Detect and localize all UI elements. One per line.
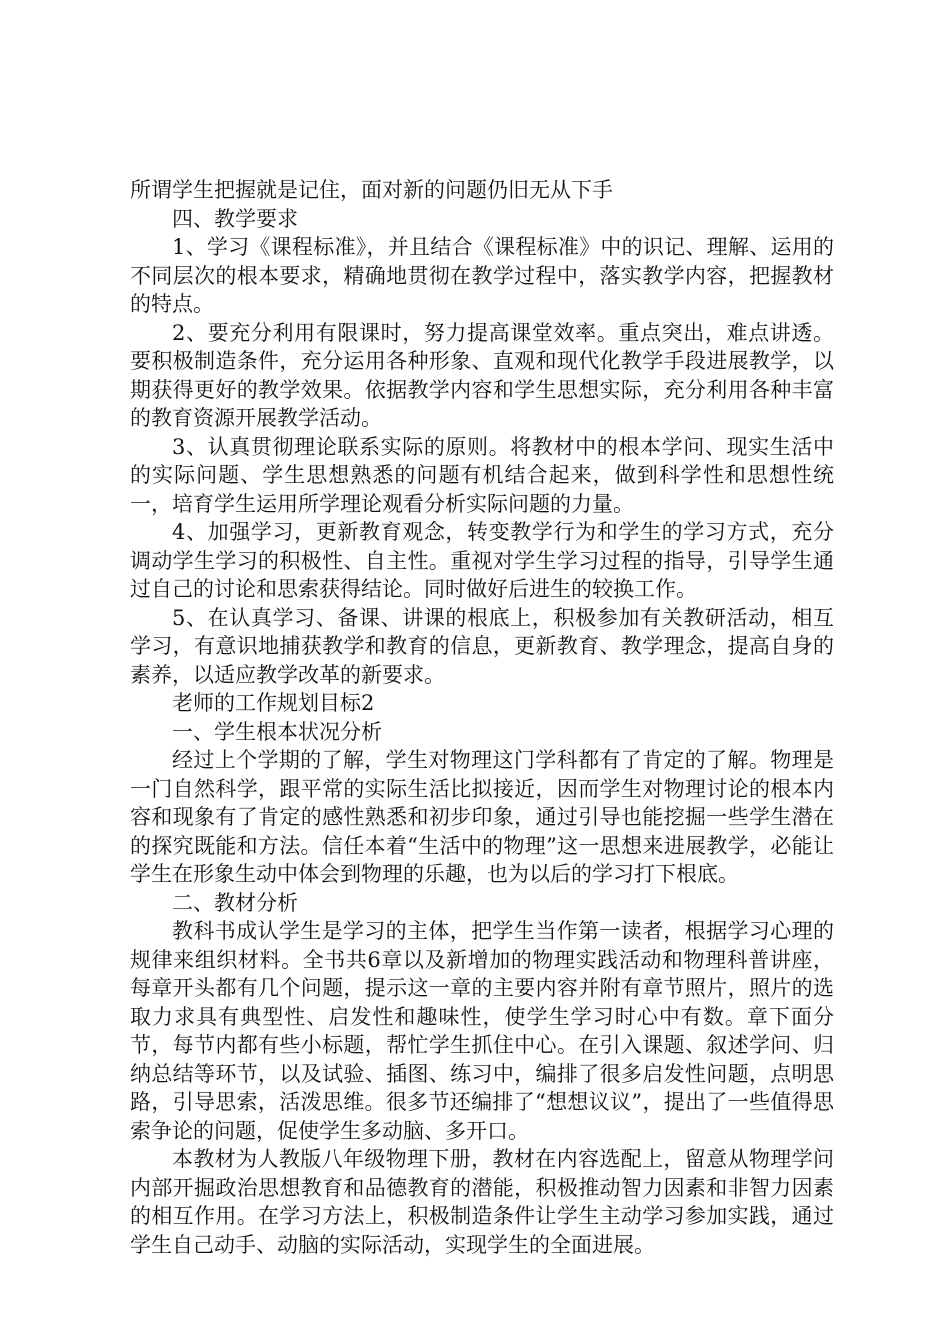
requirement-item-5: 5、在认真学习、备课、讲课的根底上，积极参加有关教研活动，相互学习，有意识地捕获教学和教育的信息，更新教育、教学理念，提高自身的素养，以适应教学改革的新要求。	[130, 605, 834, 687]
requirement-item-3: 3、认真贯彻理论联系实际的原则。将教材中的根本学问、现实生活中的实际问题、学生思想熟悉的问题有机结合起来，做到科学性和思想性统一，培育学生运用所学理论观看分析实际问题的力量。	[130, 434, 834, 516]
section-heading-student-analysis: 一、学生根本状况分析	[172, 719, 382, 744]
requirement-item-1: 1、学习《课程标准》，并且结合《课程标准》中的识记、理解、运用的不同层次的根本要求，精确地贯彻在教学过程中，落实教学内容，把握教材的特点。	[130, 235, 834, 316]
section-heading-teaching-requirements: 四、教学要求	[172, 206, 298, 231]
requirement-item-2: 2、要充分利用有限课时，努力提高课堂效率。重点突出，难点讲透。要积极制造条件，充分运用各种形象、直观和现代化教学手段进展教学，以期获得更好的教学效果。依据教学内容和学生思想实际，充分利用各种丰富的教育资源开展教学活动。	[130, 320, 834, 430]
requirement-item-4: 4、加强学习，更新教育观念，转变教学行为和学生的学习方式，充分调动学生学习的积极性、自主性。重视对学生学习过程的指导，引导学生通过自己的讨论和思索获得结论。同时做好后进生的较换工作。	[130, 520, 834, 601]
textbook-analysis-paragraph-1: 教科书成认学生是学习的主体，把学生当作第一读者，根据学习心理的规律来组织材料。全书共6章以及新增加的物理实践活动和物理科普讲座，每章开头都有几个问题，提示这一章的主要内容并附有章节照片，照片的选取力求具有典型性、启发性和趣味性，使学生学习时心中有数。章下面分节，每节内都有些小标题，帮忙学生抓住中心。在引入课题、叙述学问、归纳总结等环节，以及试验、插图、练习中，编排了很多启发性问题，点明思路，引导思索，活泼思维。很多节还编排了“想想议议”，提出了一些值得思索争论的问题，促使学生多动脑、多开口。	[130, 919, 834, 1143]
section-heading-textbook-analysis: 二、教材分析	[172, 890, 298, 915]
document-page	[130, 176, 834, 1259]
plan-title: 老师的工作规划目标2	[172, 691, 375, 715]
textbook-analysis-paragraph-2: 本教材为人教版八年级物理下册，教材在内容选配上，留意从物理学问内部开掘政治思想教育和品德教育的潜能，积极推动智力因素和非智力因素的相互作用。在学习方法上，积极制造条件让学生主动学习参加实践，通过学生自己动手、动脑的实际活动，实现学生的全面进展。	[130, 1147, 834, 1257]
student-analysis-paragraph: 经过上个学期的了解，学生对物理这门学科都有了肯定的了解。物理是一门自然科学，跟平常的实际生活比拟接近，因而学生对物理讨论的根本内容和现象有了肯定的感性熟悉和初步印象，通过引导也能挖掘一些学生潜在的探究既能和方法。信任本着“生活中的物理”这一思想来进展教学，必能让学生在形象生动中体会到物理的乐趣，也为以后的学习打下根底。	[130, 748, 834, 886]
paragraph-continuation: 所谓学生把握就是记住，面对新的问题仍旧无从下手	[130, 178, 613, 202]
